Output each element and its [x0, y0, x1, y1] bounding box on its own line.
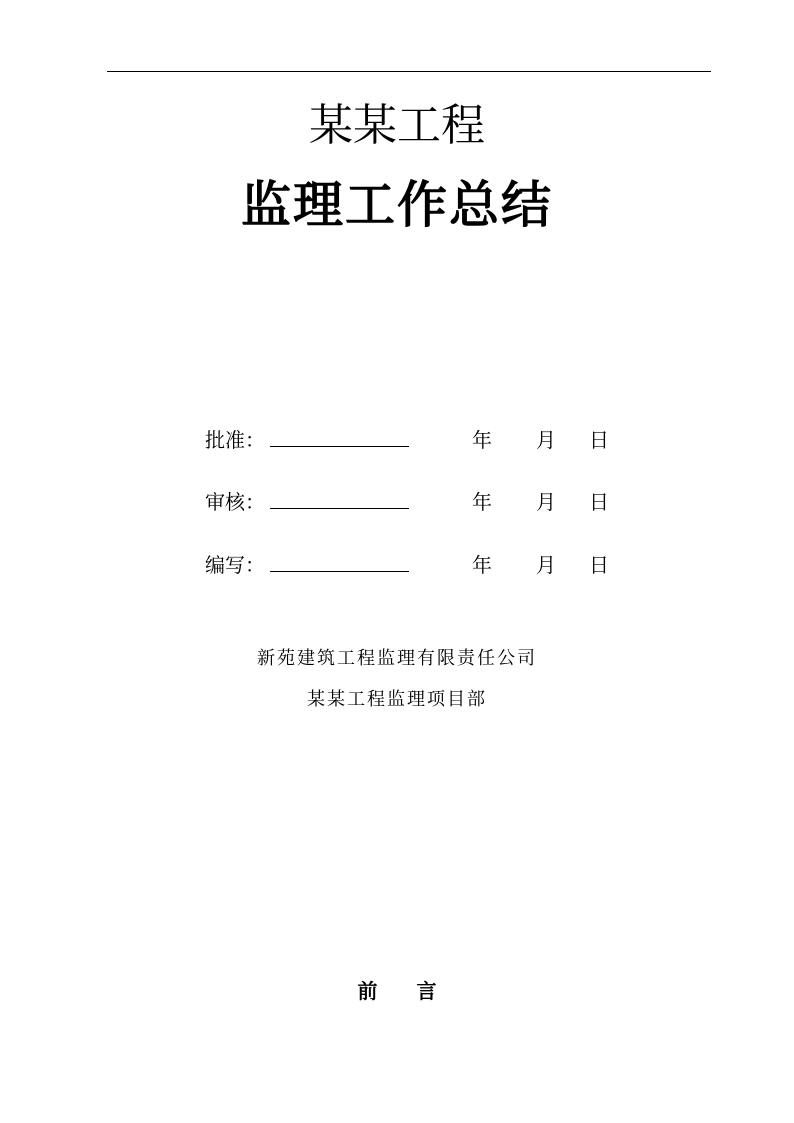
signature-day-label: 日	[589, 553, 609, 577]
signature-row-approve	[0, 425, 794, 455]
preface-heading: 前 言	[357, 979, 453, 1003]
signature-label: 审核：	[205, 490, 265, 514]
signature-year-label: 年	[472, 490, 492, 514]
signature-day-label: 日	[589, 490, 609, 514]
project-department-name: 某某工程监理项目部	[307, 689, 487, 710]
signature-label: 批准：	[205, 428, 265, 452]
signature-label: 编写：	[205, 553, 265, 577]
company-name: 新苑建筑工程监理有限责任公司	[257, 648, 537, 669]
signature-row-author	[0, 550, 794, 580]
signature-blank-line	[270, 446, 409, 447]
signature-day-label: 日	[589, 428, 609, 452]
signature-year-label: 年	[472, 553, 492, 577]
signature-month-label: 月	[536, 428, 556, 452]
signature-month-label: 月	[536, 553, 556, 577]
document-title-report: 监理工作总结	[241, 176, 553, 234]
signature-year-label: 年	[472, 428, 492, 452]
signature-row-review	[0, 487, 794, 517]
signature-month-label: 月	[536, 490, 556, 514]
signature-blank-line	[270, 508, 409, 509]
signature-blank-line	[270, 571, 409, 572]
document-title-project: 某某工程	[309, 100, 485, 151]
header-rule	[107, 71, 711, 72]
